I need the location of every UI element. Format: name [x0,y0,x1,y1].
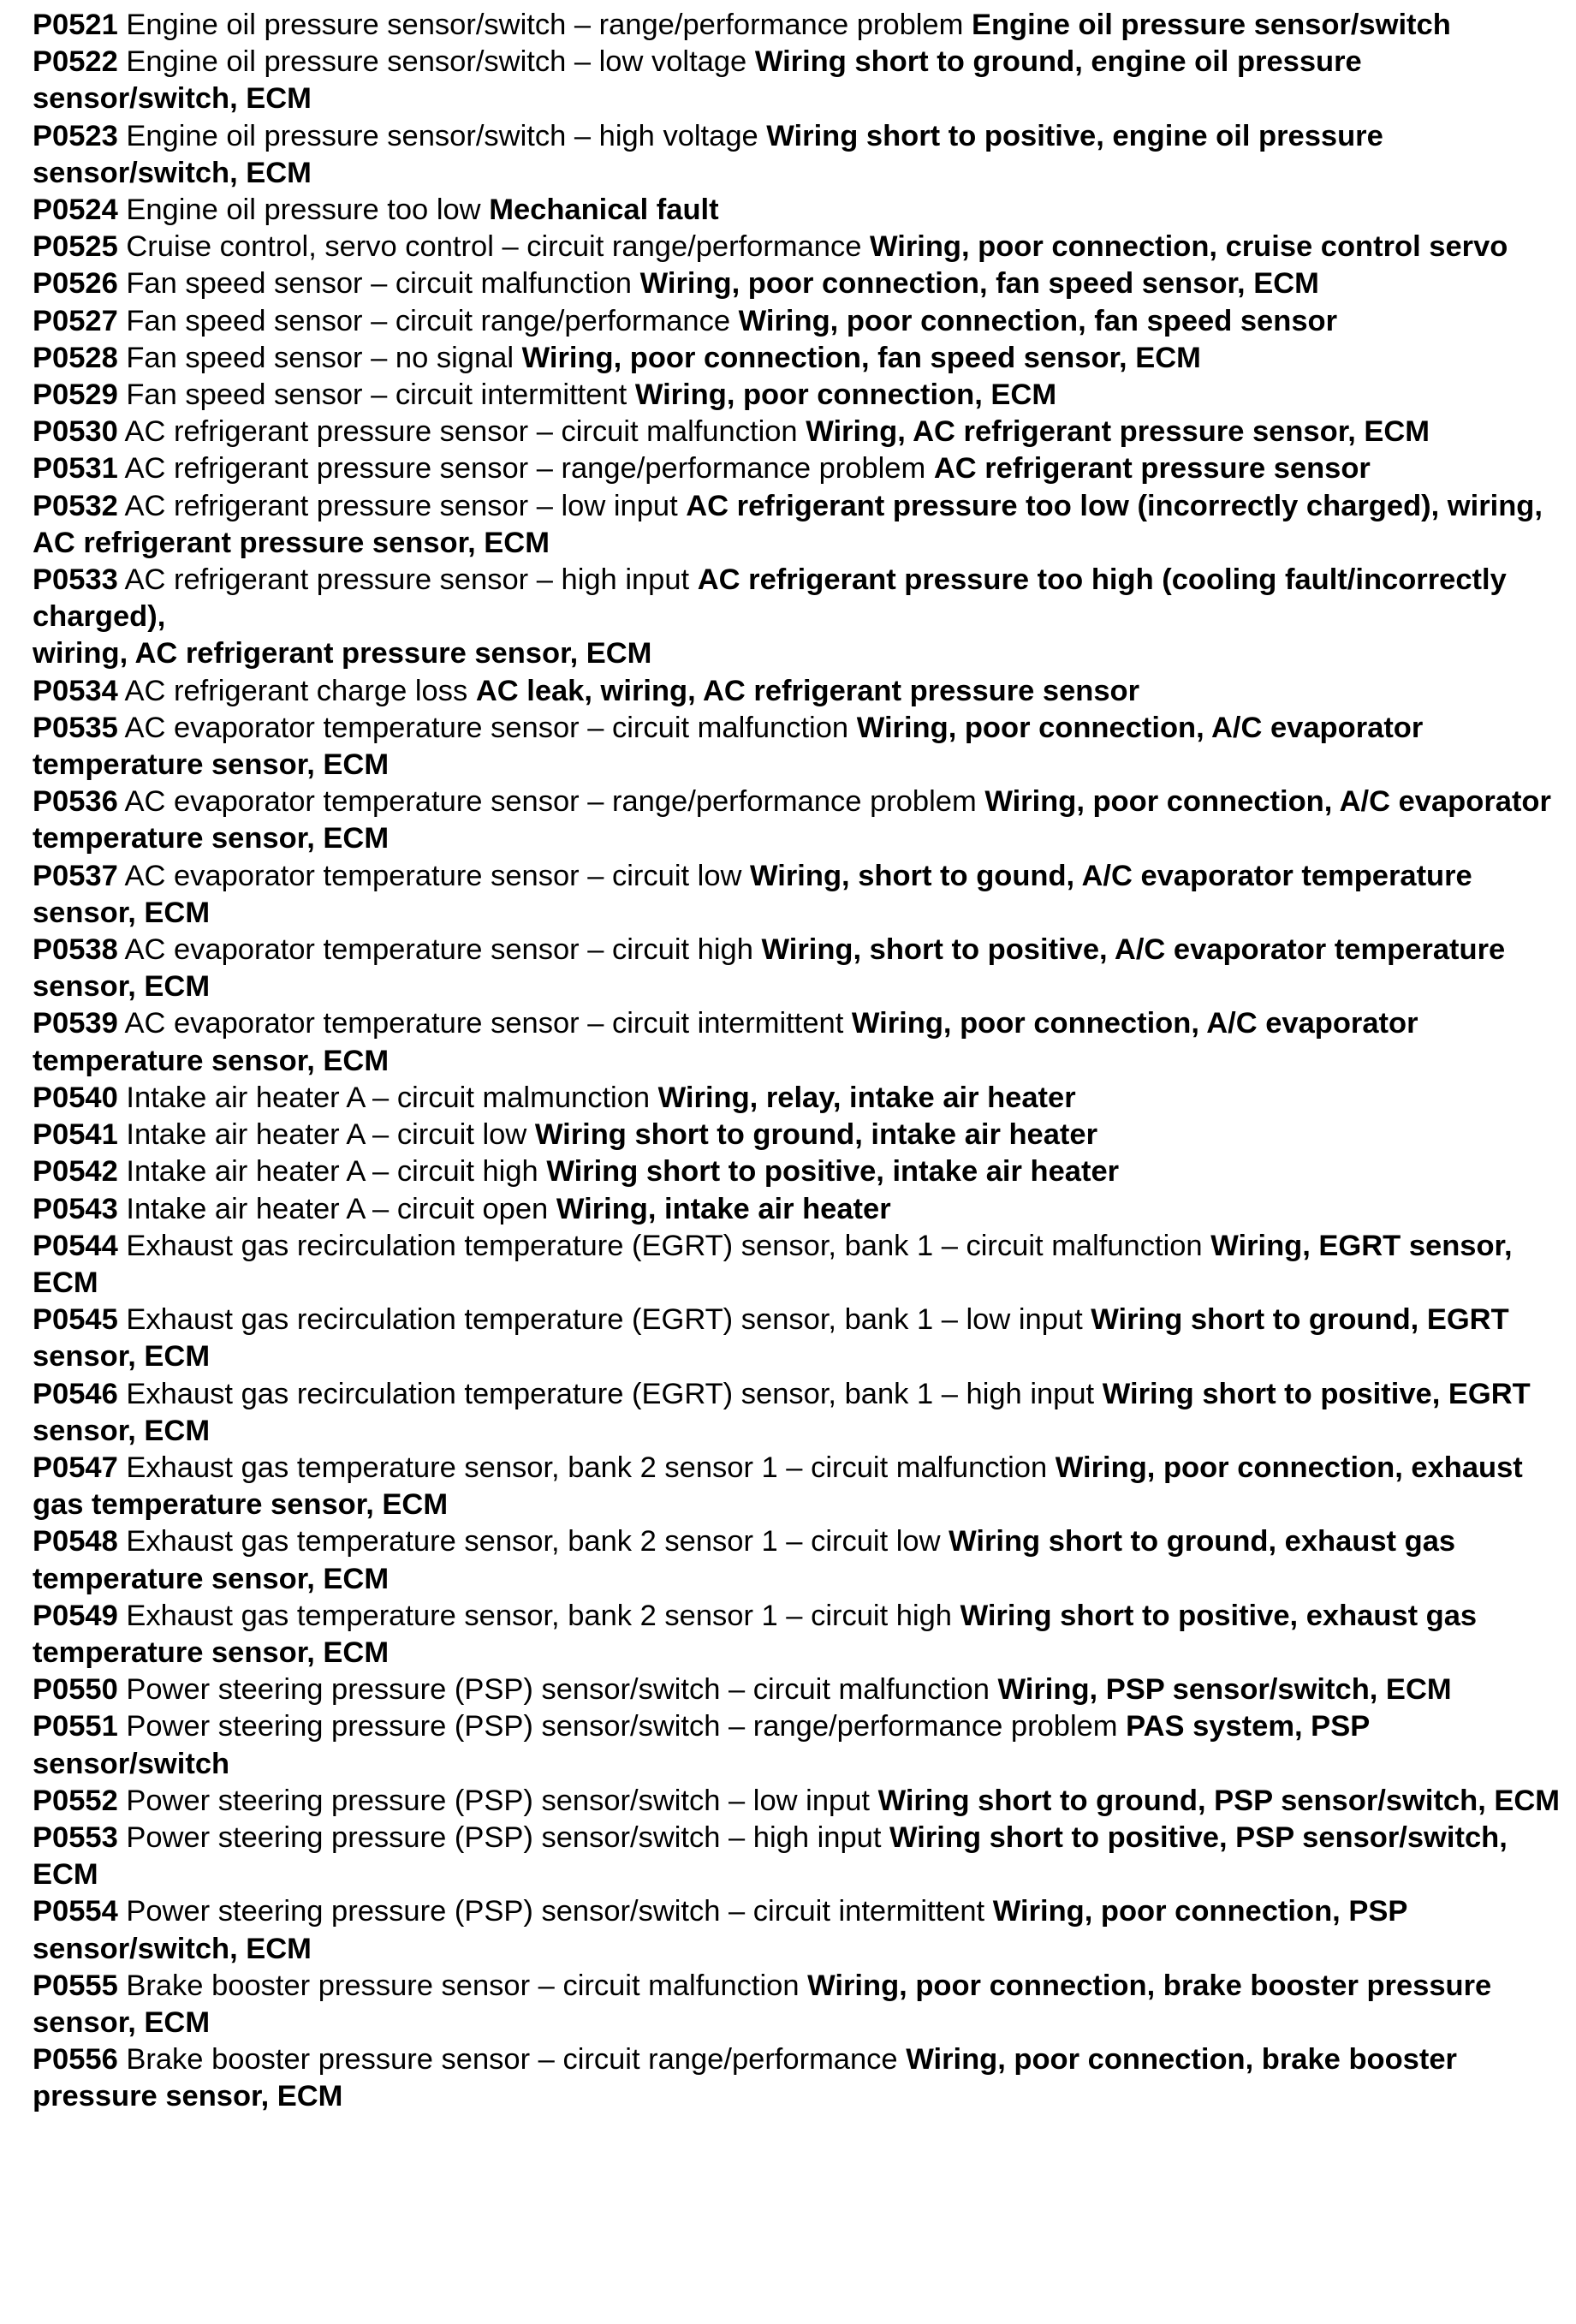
dtc-causes: Wiring, PSP sensor/switch, ECM [997,1673,1452,1707]
dtc-code: P0528 [33,341,118,374]
dtc-description: AC evaporator temperature sensor – circuit malfunction [124,711,849,744]
dtc-description: Engine oil pressure sensor/switch – range/performance problem [126,9,964,41]
dtc-code: P0535 [33,711,118,744]
dtc-description: Exhaust gas temperature sensor, bank 2 sensor 1 – circuit high [126,1599,952,1632]
dtc-entry-p0536 [33,784,1569,857]
dtc-code: P0554 [33,1895,118,1928]
dtc-entry-p0550 [33,1671,1569,1708]
dtc-causes: Wiring short to positive, EGRT sensor, ECM [33,1377,1531,1447]
dtc-causes: Wiring, poor connection, brake booster pressure sensor, ECM [33,2043,1457,2113]
dtc-entry-p0538 [33,932,1569,1005]
dtc-causes: Wiring, poor connection, exhaust gas temperature sensor, ECM [33,1451,1523,1522]
dtc-entry-p0527 [33,303,1569,340]
dtc-causes: Wiring, short to gound, A/C evaporator temperature sensor, ECM [33,859,1472,929]
dtc-causes: AC refrigerant pressure too low (incorrectly charged), wiring, AC refrigerant pressure sensor, ECM [33,489,1543,559]
dtc-code: P0524 [33,194,118,227]
dtc-entry-p0544 [33,1228,1569,1302]
dtc-causes: Wiring short to ground, exhaust gas temperature sensor, ECM [33,1525,1456,1595]
dtc-causes: Wiring short to ground, intake air heater [534,1118,1098,1152]
dtc-code: P0551 [33,1710,118,1743]
dtc-description: Power steering pressure (PSP) sensor/switch – low input [126,1784,870,1817]
dtc-description: Fan speed sensor – circuit range/performance [126,304,731,337]
dtc-causes: Wiring, poor connection, A/C evaporator temperature sensor, ECM [33,785,1551,855]
dtc-entry-p0540 [33,1080,1569,1117]
dtc-entry-p0528 [33,340,1569,377]
dtc-code: P0532 [33,489,118,522]
dtc-entry-p0533 [33,562,1569,673]
dtc-causes: Wiring short to ground, EGRT sensor, ECM [33,1303,1509,1374]
dtc-description: Intake air heater A – circuit malmunction [126,1081,651,1114]
dtc-code: P0546 [33,1377,118,1410]
dtc-causes: Wiring short to positive, exhaust gas temperature sensor, ECM [33,1599,1478,1669]
dtc-description: AC refrigerant pressure sensor – range/performance problem [124,452,926,486]
dtc-description: Power steering pressure (PSP) sensor/switch – high input [126,1820,882,1854]
dtc-code: P0541 [33,1118,118,1152]
dtc-description: AC evaporator temperature sensor – circuit low [124,859,742,892]
dtc-code: P0553 [33,1820,118,1854]
dtc-entry-p0551 [33,1708,1569,1782]
dtc-description: Exhaust gas recirculation temperature (EGRT) sensor, bank 1 – low input [126,1303,1083,1337]
dtc-causes: Wiring, poor connection, fan speed sensor, ECM [521,341,1201,374]
dtc-description: Intake air heater A – circuit open [126,1192,549,1225]
dtc-entry-p0546 [33,1376,1569,1450]
dtc-code: P0523 [33,119,118,152]
dtc-causes: Wiring, poor connection, ECM [634,378,1057,412]
dtc-code: P0540 [33,1081,118,1114]
dtc-code: P0526 [33,267,118,301]
dtc-causes: Wiring, poor connection, A/C evaporator temperature sensor, ECM [33,711,1424,782]
dtc-causes: Wiring, AC refrigerant pressure sensor, ECM [806,415,1430,449]
dtc-entry-p0552 [33,1783,1569,1820]
dtc-code: P0536 [33,785,118,819]
dtc-description: AC refrigerant pressure sensor – high input [124,563,690,597]
dtc-description: Engine oil pressure sensor/switch – high voltage [126,119,758,152]
dtc-entry-p0545 [33,1302,1569,1375]
dtc-causes: Wiring short to ground, engine oil pressure sensor/switch, ECM [33,45,1362,116]
dtc-causes: Wiring, poor connection, cruise control servo [869,230,1508,264]
dtc-code: P0539 [33,1007,118,1040]
dtc-entry-p0549 [33,1598,1569,1671]
dtc-description: Brake booster pressure sensor – circuit malfunction [126,1969,800,2002]
dtc-code: P0525 [33,230,118,264]
dtc-description: Power steering pressure (PSP) sensor/switch – circuit intermittent [126,1895,985,1928]
dtc-entry-p0547 [33,1450,1569,1523]
dtc-entry-p0556 [33,2041,1569,2115]
dtc-code: P0555 [33,1969,118,2002]
dtc-causes: Wiring, relay, intake air heater [657,1081,1076,1114]
dtc-entry-p0542 [33,1153,1569,1190]
dtc-causes: Wiring, EGRT sensor, ECM [33,1229,1513,1299]
dtc-description: AC refrigerant charge loss [124,674,468,707]
dtc-code: P0534 [33,674,118,707]
dtc-code: P0537 [33,859,118,892]
dtc-causes: Mechanical fault [489,194,719,227]
dtc-causes: Wiring, poor connection, brake booster pressure sensor, ECM [33,1969,1492,2039]
dtc-entry-p0535 [33,710,1569,784]
dtc-entry-p0531 [33,450,1569,487]
dtc-code: P0542 [33,1155,118,1189]
dtc-description: Exhaust gas temperature sensor, bank 2 sensor 1 – circuit malfunction [126,1451,1048,1484]
dtc-entry-p0553 [33,1820,1569,1893]
dtc-code: P0527 [33,304,118,337]
dtc-causes: Wiring, poor connection, PSP sensor/switch, ECM [33,1895,1407,1965]
dtc-description: Power steering pressure (PSP) sensor/switch – circuit malfunction [126,1673,990,1707]
dtc-entry-p0532 [33,488,1569,562]
dtc-entry-p0525 [33,229,1569,265]
dtc-code: P0522 [33,45,118,79]
dtc-entry-p0534 [33,673,1569,710]
dtc-entry-p0526 [33,265,1569,302]
dtc-description: AC evaporator temperature sensor – range/performance problem [124,785,977,819]
dtc-causes: Wiring, poor connection, fan speed sensor, ECM [639,267,1319,301]
dtc-code: P0530 [33,415,118,449]
dtc-description: Fan speed sensor – circuit malfunction [126,267,632,301]
dtc-code: P0547 [33,1451,118,1484]
dtc-causes: AC refrigerant pressure too high (cooling fault/incorrectly charged), wiring, AC refrigerant pressure sensor, ECM [33,563,1507,670]
dtc-description: AC refrigerant pressure sensor – low input [124,489,678,522]
dtc-code: P0548 [33,1525,118,1558]
dtc-causes: Wiring, short to positive, A/C evaporator temperature sensor, ECM [33,933,1506,1004]
dtc-document [33,7,1569,2116]
dtc-entry-p0539 [33,1005,1569,1079]
dtc-causes: Wiring, poor connection, A/C evaporator temperature sensor, ECM [33,1007,1418,1077]
dtc-code: P0531 [33,452,118,486]
dtc-causes: Wiring short to positive, PSP sensor/switch, ECM [33,1820,1508,1892]
dtc-causes: Wiring short to positive, engine oil pressure sensor/switch, ECM [33,119,1383,189]
dtc-code: P0550 [33,1673,118,1707]
dtc-entry-p0522 [33,44,1569,117]
dtc-code: P0556 [33,2043,118,2077]
dtc-description: Exhaust gas temperature sensor, bank 2 sensor 1 – circuit low [126,1525,941,1558]
dtc-entry-p0523 [33,118,1569,192]
dtc-causes: Wiring short to ground, PSP sensor/switch, ECM [877,1784,1561,1817]
dtc-description: Intake air heater A – circuit low [126,1118,527,1152]
dtc-causes: AC leak, wiring, AC refrigerant pressure sensor [475,674,1140,707]
dtc-description: AC evaporator temperature sensor – circuit intermittent [124,1007,844,1040]
dtc-code: P0552 [33,1784,118,1817]
dtc-entry-p0543 [33,1191,1569,1228]
dtc-description: Cruise control, servo control – circuit range/performance [126,230,862,264]
dtc-entry-p0541 [33,1117,1569,1153]
dtc-code: P0549 [33,1599,118,1632]
dtc-entry-p0555 [33,1968,1569,2041]
dtc-entry-p0521 [33,7,1569,44]
dtc-code: P0543 [33,1192,118,1225]
dtc-description: Exhaust gas recirculation temperature (EGRT) sensor, bank 1 – circuit malfunction [126,1229,1203,1262]
dtc-code: P0533 [33,563,118,597]
dtc-causes: Wiring short to positive, intake air heater [546,1155,1120,1189]
dtc-code: P0545 [33,1303,118,1337]
dtc-description: AC refrigerant pressure sensor – circuit malfunction [124,415,798,449]
dtc-description: AC evaporator temperature sensor – circuit high [124,933,753,967]
dtc-description: Exhaust gas recirculation temperature (EGRT) sensor, bank 1 – high input [126,1377,1095,1410]
dtc-entry-p0529 [33,377,1569,414]
dtc-causes: Wiring, intake air heater [556,1192,891,1225]
dtc-entry-p0537 [33,858,1569,932]
dtc-causes: PAS system, PSP sensor/switch [33,1710,1370,1780]
dtc-entry-p0530 [33,414,1569,450]
dtc-description: Engine oil pressure too low [126,194,481,227]
dtc-entry-p0548 [33,1523,1569,1597]
dtc-description: Intake air heater A – circuit high [126,1155,538,1189]
dtc-code: P0529 [33,378,118,412]
dtc-description: Engine oil pressure sensor/switch – low voltage [126,45,747,79]
dtc-causes: Wiring, poor connection, fan speed sensor [738,304,1338,337]
dtc-entry-p0554 [33,1893,1569,1967]
dtc-code: P0544 [33,1229,118,1262]
dtc-causes: AC refrigerant pressure sensor [933,452,1371,486]
dtc-causes: Engine oil pressure sensor/switch [971,9,1451,41]
dtc-entry-p0524 [33,192,1569,229]
dtc-description: Power steering pressure (PSP) sensor/switch – range/performance problem [126,1710,1118,1743]
dtc-code: P0538 [33,933,118,967]
dtc-description: Fan speed sensor – no signal [126,341,514,374]
dtc-description: Fan speed sensor – circuit intermittent [126,378,627,412]
dtc-description: Brake booster pressure sensor – circuit range/performance [126,2043,898,2077]
dtc-code: P0521 [33,9,118,41]
